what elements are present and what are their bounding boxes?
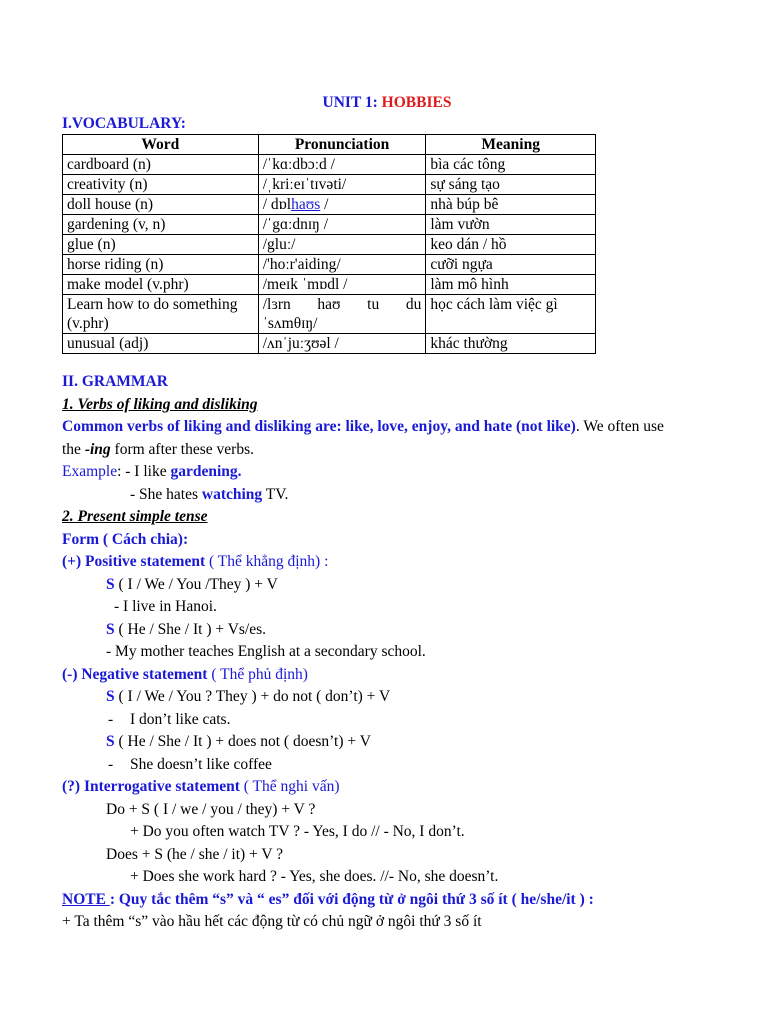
example-keyword: gardening. — [170, 463, 242, 480]
positive-label: (+) Positive statement — [62, 553, 206, 570]
cell-meaning: học cách làm việc gì — [426, 295, 596, 334]
cell-pronunciation: /ˈgɑːdnɪŋ / — [258, 215, 426, 235]
cell-word: unusual (adj) — [63, 334, 259, 354]
example-text: - She hates — [130, 485, 202, 503]
paragraph-line-1 — [62, 416, 722, 439]
negative-formula-1 — [62, 686, 722, 709]
example-text: She doesn’t like coffee — [130, 755, 272, 773]
word-line-1: Learn how to do something — [67, 296, 238, 313]
unit-title — [62, 92, 712, 114]
cell-meaning: cưỡi ngựa — [426, 255, 596, 275]
unit-label: UNIT 1: — [322, 94, 382, 111]
table-header-row — [63, 135, 596, 155]
example-text: I don’t like cats. — [130, 710, 231, 728]
vocabulary-table — [62, 134, 596, 354]
cell-meaning: sự sáng tạo — [426, 175, 596, 195]
subject-s: S — [106, 688, 115, 705]
table-row — [63, 275, 596, 295]
cell-pronunciation — [258, 295, 426, 334]
interrogative-formula-2: Does + S (he / she / it) + V ? — [106, 845, 284, 863]
ing-emphasis: -ing — [84, 440, 111, 458]
example-line-1 — [62, 461, 722, 484]
subject-s: S — [106, 620, 115, 638]
interrogative-heading — [62, 776, 722, 799]
formula-text: ( He / She / It ) + Vs/es. — [114, 620, 267, 638]
cell-meaning: khác thường — [426, 334, 596, 354]
example-text: : - I like — [117, 463, 171, 480]
note-text: : Quy tắc thêm “s” và “ es” đối với động từ ở ngôi thứ 3 số ít ( he/she/it ) : — [109, 890, 594, 908]
grammar-heading: II. GRAMMAR — [62, 373, 168, 390]
positive-formula-1 — [62, 574, 722, 597]
subject-s: S — [106, 733, 115, 750]
cell-pronunciation: /ˈkɑːdbɔːd / — [258, 155, 426, 175]
pron-line-1: /lɜrn haʊ tu du — [262, 296, 422, 313]
pron-line-2: ˈsʌmθɪŋ/ — [262, 315, 318, 332]
formula-text: ( He / She / It ) + does not ( doesn’t) + V — [114, 733, 371, 750]
interrogative-label: (?) Interrogative statement — [62, 778, 240, 795]
cell-pronunciation: /ˌkriːeɪˈtɪvəti/ — [258, 175, 426, 195]
positive-example-2: - My mother teaches English at a secondary school. — [106, 643, 426, 660]
interrogative-example-2: + Does she work hard ? - Yes, she does. //- No, she doesn’t. — [130, 868, 499, 885]
cell-pronunciation — [258, 195, 426, 215]
negative-example-1 — [62, 709, 722, 732]
example-line-2 — [62, 484, 722, 507]
header-word: Word — [63, 135, 259, 155]
example-label: Example — [62, 463, 118, 480]
header-pronunciation: Pronunciation — [258, 135, 426, 155]
pron-text-end: / — [320, 196, 329, 213]
cell-word — [63, 295, 259, 334]
table-row — [63, 235, 596, 255]
table-row — [63, 295, 596, 334]
cell-word: glue (n) — [63, 235, 259, 255]
unit-topic: HOBBIES — [381, 94, 452, 111]
positive-example-1: - I live in Hanoi. — [114, 598, 217, 615]
cell-meaning: keo dán / hồ — [426, 235, 596, 255]
negative-formula-2 — [62, 731, 722, 754]
negative-vn: ( Thể phủ định) — [207, 665, 308, 683]
formula-text: ( I / We / You ? They ) + do not ( don’t) + V — [114, 688, 391, 705]
cell-meaning: nhà búp bê — [426, 195, 596, 215]
cell-word: gardening (v, n) — [63, 215, 259, 235]
form-heading: Form ( Cách chia): — [62, 530, 189, 548]
pron-link[interactable]: haʊs — [291, 196, 321, 213]
interrogative-vn: ( Thể nghi vấn) — [239, 778, 340, 795]
word-line-2: (v.phr) — [67, 315, 109, 332]
negative-heading — [62, 664, 722, 687]
paragraph-rest: . We often use — [575, 418, 664, 435]
paragraph-bold: Common verbs of liking and disliking are: like, love, enjoy, and hate (not like) — [62, 418, 576, 435]
cell-pronunciation: /'hoːr'aiding/ — [258, 255, 426, 275]
subheading-verbs-liking: 1. Verbs of liking and disliking — [62, 395, 258, 413]
cell-word: horse riding (n) — [63, 255, 259, 275]
positive-heading — [62, 551, 722, 574]
cell-pronunciation: /meɪk ˈmɒdl / — [258, 275, 426, 295]
table-row — [63, 334, 596, 354]
header-meaning: Meaning — [426, 135, 596, 155]
bullet-dash: - — [108, 755, 114, 773]
positive-vn: ( Thể khẳng định) : — [205, 553, 329, 570]
paragraph-text-end: form after these verbs. — [110, 440, 254, 458]
pron-text: / dɒl — [262, 196, 292, 213]
cell-word: cardboard (n) — [63, 155, 259, 175]
bullet-dash: - — [108, 710, 114, 728]
note-rule-line: + Ta thêm “s” vào hầu hết các động từ có chủ ngữ ở ngôi thứ 3 số ít — [62, 913, 482, 930]
subheading-present-simple: 2. Present simple tense — [62, 508, 208, 525]
cell-meaning: làm mô hình — [426, 275, 596, 295]
subject-s: S — [106, 575, 115, 593]
vocabulary-heading: I.VOCABULARY: — [62, 115, 186, 132]
interrogative-formula-1: Do + S ( I / we / you / they) + V ? — [106, 800, 316, 818]
cell-word: doll house (n) — [63, 195, 259, 215]
negative-label: (-) Negative statement — [62, 665, 208, 683]
note-heading — [62, 889, 722, 912]
example-text-end: TV. — [262, 485, 289, 503]
table-row — [63, 255, 596, 275]
positive-formula-2 — [62, 619, 722, 642]
worksheet — [62, 92, 722, 934]
cell-word: creativity (n) — [63, 175, 259, 195]
interrogative-example-1: + Do you often watch TV ? - Yes, I do // - No, I don’t. — [130, 823, 465, 840]
cell-pronunciation: /gluː/ — [258, 235, 426, 255]
table-row — [63, 155, 596, 175]
cell-meaning: làm vườn — [426, 215, 596, 235]
table-row — [63, 195, 596, 215]
cell-pronunciation: /ʌnˈjuːʒʊəl / — [258, 334, 426, 354]
cell-word: make model (v.phr) — [63, 275, 259, 295]
negative-example-2 — [62, 754, 722, 777]
table-row — [63, 175, 596, 195]
example-keyword: watching — [201, 485, 263, 503]
formula-text: ( I / We / You /They ) + V — [114, 575, 278, 593]
table-row — [63, 215, 596, 235]
paragraph-line-2 — [62, 439, 722, 462]
cell-meaning: bìa các tông — [426, 155, 596, 175]
note-label: NOTE — [62, 890, 110, 908]
paragraph-text: the — [62, 440, 85, 458]
